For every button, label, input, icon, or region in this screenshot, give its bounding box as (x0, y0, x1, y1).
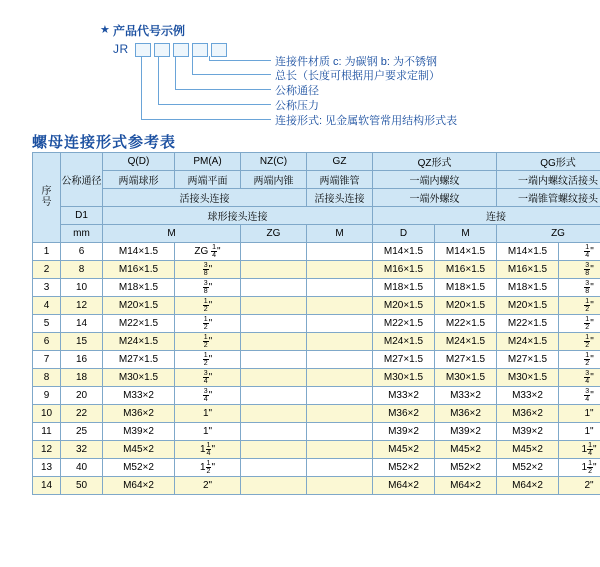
header-row3-left: 活接头连接 (103, 189, 307, 207)
cell-pm (241, 261, 307, 279)
cell-nz (307, 261, 373, 279)
cell-qz-d: M64×2 (435, 477, 497, 495)
cell-pm (241, 351, 307, 369)
cell-qd-m: M24×1.5 (103, 333, 175, 351)
cell-qd-m: M45×2 (103, 441, 175, 459)
cell-qd-m: M36×2 (103, 405, 175, 423)
cell-qd-zg: $\frac{3}{4}$ " (175, 369, 241, 387)
cell-qd-zg: $\frac{1}{2}$ " (175, 333, 241, 351)
table-row (33, 459, 600, 477)
cell-dn: 16 (61, 351, 103, 369)
cell-seq: 1 (33, 243, 61, 261)
header-row3-qz: 一端外螺纹 (373, 189, 497, 207)
header-d1: D1 (61, 207, 103, 225)
header-row4-left: 球形接头连接 (103, 207, 373, 225)
cell-seq: 5 (33, 315, 61, 333)
cell-nz (307, 405, 373, 423)
cell-gz-m: M20×1.5 (373, 297, 435, 315)
cell-pm (241, 297, 307, 315)
cell-qg-zg: 1" (559, 423, 600, 441)
cell-qd-zg: 1 $\frac{1}{2}$ " (175, 459, 241, 477)
cell-qd-m: M18×1.5 (103, 279, 175, 297)
header-row1-qz: QZ形式 (373, 153, 497, 171)
cell-qd-m: M16×1.5 (103, 261, 175, 279)
cell-seq: 8 (33, 369, 61, 387)
leader-line (158, 56, 159, 104)
cell-pm (241, 315, 307, 333)
cell-qz-d: M20×1.5 (435, 297, 497, 315)
star-icon: ★ (100, 24, 110, 36)
leader-line (192, 74, 271, 75)
cell-qg-zg: 1" (559, 405, 600, 423)
header-seq-label: 序 号 (41, 186, 52, 208)
cell-pm (241, 369, 307, 387)
cell-qg-m: M45×2 (497, 441, 559, 459)
header-unit-m2: M (307, 225, 373, 243)
cell-qz-d: M16×1.5 (435, 261, 497, 279)
product-code-legend (0, 0, 600, 128)
cell-qg-zg: 2" (559, 477, 600, 495)
cell-gz-m: M30×1.5 (373, 369, 435, 387)
header-row2-qz: 一端内螺纹 (373, 171, 497, 189)
cell-seq: 12 (33, 441, 61, 459)
code-box (211, 43, 227, 57)
cell-qd-m: M20×1.5 (103, 297, 175, 315)
cell-qz-d: M14×1.5 (435, 243, 497, 261)
legend-annotation-dn: 公称通径 (275, 85, 319, 97)
cell-qd-zg: 2" (175, 477, 241, 495)
header-row2-c3: 两端球形 (103, 171, 175, 189)
cell-gz-m: M24×1.5 (373, 333, 435, 351)
cell-qd-m: M52×2 (103, 459, 175, 477)
cell-qg-zg: $\frac{1}{2}$ " (559, 297, 600, 315)
cell-dn: 8 (61, 261, 103, 279)
cell-qd-zg: $\frac{1}{2}$ " (175, 315, 241, 333)
cell-gz-m: M64×2 (373, 477, 435, 495)
cell-qg-m: M52×2 (497, 459, 559, 477)
table-row (33, 297, 600, 315)
cell-qz-d: M24×1.5 (435, 333, 497, 351)
cell-dn: 18 (61, 369, 103, 387)
cell-qz-d: M27×1.5 (435, 351, 497, 369)
header-row1-c4: PM(A) (175, 153, 241, 171)
cell-qz-d: M30×1.5 (435, 369, 497, 387)
cell-seq: 14 (33, 477, 61, 495)
table-row (33, 423, 600, 441)
cell-nz (307, 279, 373, 297)
cell-gz-m: M36×2 (373, 405, 435, 423)
cell-qg-m: M64×2 (497, 477, 559, 495)
table-row (33, 441, 600, 459)
cell-qz-d: M22×1.5 (435, 315, 497, 333)
header-row3-qg: 一端锥管螺纹接头 (497, 189, 600, 207)
cell-qg-zg: $\frac{3}{4}$ " (559, 387, 600, 405)
cell-qd-m: M30×1.5 (103, 369, 175, 387)
cell-qz-d: M52×2 (435, 459, 497, 477)
header-unit-zg2: ZG (497, 225, 600, 243)
code-box (192, 43, 208, 57)
cell-qd-zg: $\frac{3}{8}$ " (175, 261, 241, 279)
cell-gz-m: M39×2 (373, 423, 435, 441)
header-unit-m3: M (435, 225, 497, 243)
cell-seq: 6 (33, 333, 61, 351)
cell-pm (241, 441, 307, 459)
code-box (135, 43, 151, 57)
header-dn (61, 153, 103, 207)
cell-dn: 22 (61, 405, 103, 423)
cell-nz (307, 423, 373, 441)
leader-line (141, 119, 271, 120)
cell-dn: 40 (61, 459, 103, 477)
table-row (33, 315, 600, 333)
cell-qz-d: M39×2 (435, 423, 497, 441)
cell-qg-zg: $\frac{3}{4}$ " (559, 369, 600, 387)
code-box (173, 43, 189, 57)
cell-gz-m: M45×2 (373, 441, 435, 459)
cell-qg-zg: $\frac{3}{8}$ " (559, 279, 600, 297)
cell-qz-d: M45×2 (435, 441, 497, 459)
table-header-row (33, 225, 600, 243)
table-header-row (33, 171, 600, 189)
legend-annotation-length: 总长（长度可根据用户要求定制） (275, 70, 440, 82)
table-header-row (33, 207, 600, 225)
cell-dn: 50 (61, 477, 103, 495)
cell-qg-m: M22×1.5 (497, 315, 559, 333)
cell-dn: 20 (61, 387, 103, 405)
header-unit-m: M (103, 225, 241, 243)
cell-qd-zg: $\frac{3}{4}$ " (175, 387, 241, 405)
cell-qg-m: M14×1.5 (497, 243, 559, 261)
cell-gz-m: M27×1.5 (373, 351, 435, 369)
header-unit-mm: mm (61, 225, 103, 243)
cell-nz (307, 369, 373, 387)
cell-qg-m: M36×2 (497, 405, 559, 423)
header-row2-c6: 两端锥管 (307, 171, 373, 189)
cell-nz (307, 243, 373, 261)
table-row (33, 369, 600, 387)
legend-annotation-pressure: 公称压力 (275, 100, 319, 112)
cell-qg-zg: $\frac{3}{8}$ " (559, 261, 600, 279)
nut-connection-table (32, 152, 600, 495)
header-row1-c5: NZ(C) (241, 153, 307, 171)
cell-nz (307, 297, 373, 315)
table-row (33, 279, 600, 297)
cell-dn: 15 (61, 333, 103, 351)
cell-dn: 32 (61, 441, 103, 459)
header-row1-qg: QG形式 (497, 153, 600, 171)
cell-nz (307, 333, 373, 351)
cell-gz-m: M22×1.5 (373, 315, 435, 333)
cell-qg-m: M30×1.5 (497, 369, 559, 387)
header-row1-c6: GZ (307, 153, 373, 171)
cell-qd-zg: ZG $\frac{1}{4}$ " (175, 243, 241, 261)
cell-nz (307, 477, 373, 495)
table-row (33, 477, 600, 495)
table-header-row (33, 153, 600, 171)
legend-title: 产品代号示例 (113, 24, 186, 38)
header-row3-gz: 活接头连接 (307, 189, 373, 207)
cell-qd-m: M14×1.5 (103, 243, 175, 261)
cell-qz-d: M36×2 (435, 405, 497, 423)
cell-qz-d: M33×2 (435, 387, 497, 405)
cell-gz-m: M33×2 (373, 387, 435, 405)
legend-annotation-connection: 连接形式: 见金属软管常用结构形式表 (275, 115, 458, 127)
cell-gz-m: M52×2 (373, 459, 435, 477)
cell-qd-m: M33×2 (103, 387, 175, 405)
page-title: 螺母连接形式参考表 (32, 134, 177, 151)
leader-line (209, 60, 271, 61)
code-prefix: JR (113, 42, 129, 56)
cell-dn: 25 (61, 423, 103, 441)
header-row2-c4: 两端平面 (175, 171, 241, 189)
cell-qd-m: M22×1.5 (103, 315, 175, 333)
cell-pm (241, 243, 307, 261)
cell-qg-m: M33×2 (497, 387, 559, 405)
cell-qd-zg: $\frac{3}{8}$ " (175, 279, 241, 297)
cell-qg-zg: $\frac{1}{4}$ " (559, 243, 600, 261)
cell-pm (241, 423, 307, 441)
cell-seq: 13 (33, 459, 61, 477)
cell-dn: 12 (61, 297, 103, 315)
header-dn-label: 公称通径 (61, 176, 102, 187)
cell-dn: 6 (61, 243, 103, 261)
cell-seq: 9 (33, 387, 61, 405)
cell-qd-zg: 1" (175, 405, 241, 423)
header-unit-zg: ZG (241, 225, 307, 243)
cell-pm (241, 279, 307, 297)
code-boxes (135, 43, 227, 57)
cell-nz (307, 315, 373, 333)
cell-qg-zg: $\frac{1}{2}$ " (559, 315, 600, 333)
header-row4-right: 连接 (373, 207, 600, 225)
cell-seq: 2 (33, 261, 61, 279)
leader-line (141, 56, 142, 119)
table-row (33, 351, 600, 369)
cell-pm (241, 333, 307, 351)
header-row2-c5: 两端内锥 (241, 171, 307, 189)
cell-seq: 3 (33, 279, 61, 297)
cell-nz (307, 387, 373, 405)
leader-line (175, 56, 176, 89)
leader-line (158, 104, 271, 105)
leader-line (192, 56, 193, 74)
cell-gz-m: M18×1.5 (373, 279, 435, 297)
cell-qd-zg: $\frac{1}{2}$ " (175, 297, 241, 315)
cell-qd-m: M27×1.5 (103, 351, 175, 369)
cell-seq: 10 (33, 405, 61, 423)
cell-pm (241, 387, 307, 405)
code-box (154, 43, 170, 57)
header-unit-d: D (373, 225, 435, 243)
cell-qg-zg: 1 $\frac{1}{2}$ " (559, 459, 600, 477)
cell-qg-zg: $\frac{1}{2}$ " (559, 351, 600, 369)
table-row (33, 405, 600, 423)
cell-qd-zg: 1" (175, 423, 241, 441)
cell-qg-m: M24×1.5 (497, 333, 559, 351)
cell-qg-m: M39×2 (497, 423, 559, 441)
header-seq (33, 153, 61, 243)
cell-qg-m: M20×1.5 (497, 297, 559, 315)
legend-annotation-material: 连接件材质 c: 为碳钢 b: 为不锈钢 (275, 56, 437, 68)
table-header-row (33, 189, 600, 207)
cell-qd-m: M39×2 (103, 423, 175, 441)
cell-qd-zg: $\frac{1}{2}$ " (175, 351, 241, 369)
leader-line (175, 89, 271, 90)
cell-seq: 4 (33, 297, 61, 315)
header-row1-c3: Q(D) (103, 153, 175, 171)
cell-nz (307, 459, 373, 477)
cell-dn: 10 (61, 279, 103, 297)
cell-qz-d: M18×1.5 (435, 279, 497, 297)
cell-qd-zg: 1 $\frac{1}{4}$ " (175, 441, 241, 459)
cell-qd-m: M64×2 (103, 477, 175, 495)
cell-nz (307, 441, 373, 459)
cell-seq: 7 (33, 351, 61, 369)
header-row2-qg: 一端内螺纹活接头 (497, 171, 600, 189)
cell-pm (241, 405, 307, 423)
table-row (33, 387, 600, 405)
cell-nz (307, 351, 373, 369)
cell-seq: 11 (33, 423, 61, 441)
table-row (33, 333, 600, 351)
cell-pm (241, 477, 307, 495)
cell-gz-m: M16×1.5 (373, 261, 435, 279)
cell-gz-m: M14×1.5 (373, 243, 435, 261)
table-row (33, 243, 600, 261)
cell-qg-m: M27×1.5 (497, 351, 559, 369)
cell-qg-zg: $\frac{1}{2}$ " (559, 333, 600, 351)
cell-qg-m: M18×1.5 (497, 279, 559, 297)
cell-qg-zg: 1 $\frac{1}{4}$ " (559, 441, 600, 459)
cell-qg-m: M16×1.5 (497, 261, 559, 279)
table-row (33, 261, 600, 279)
cell-pm (241, 459, 307, 477)
cell-dn: 14 (61, 315, 103, 333)
